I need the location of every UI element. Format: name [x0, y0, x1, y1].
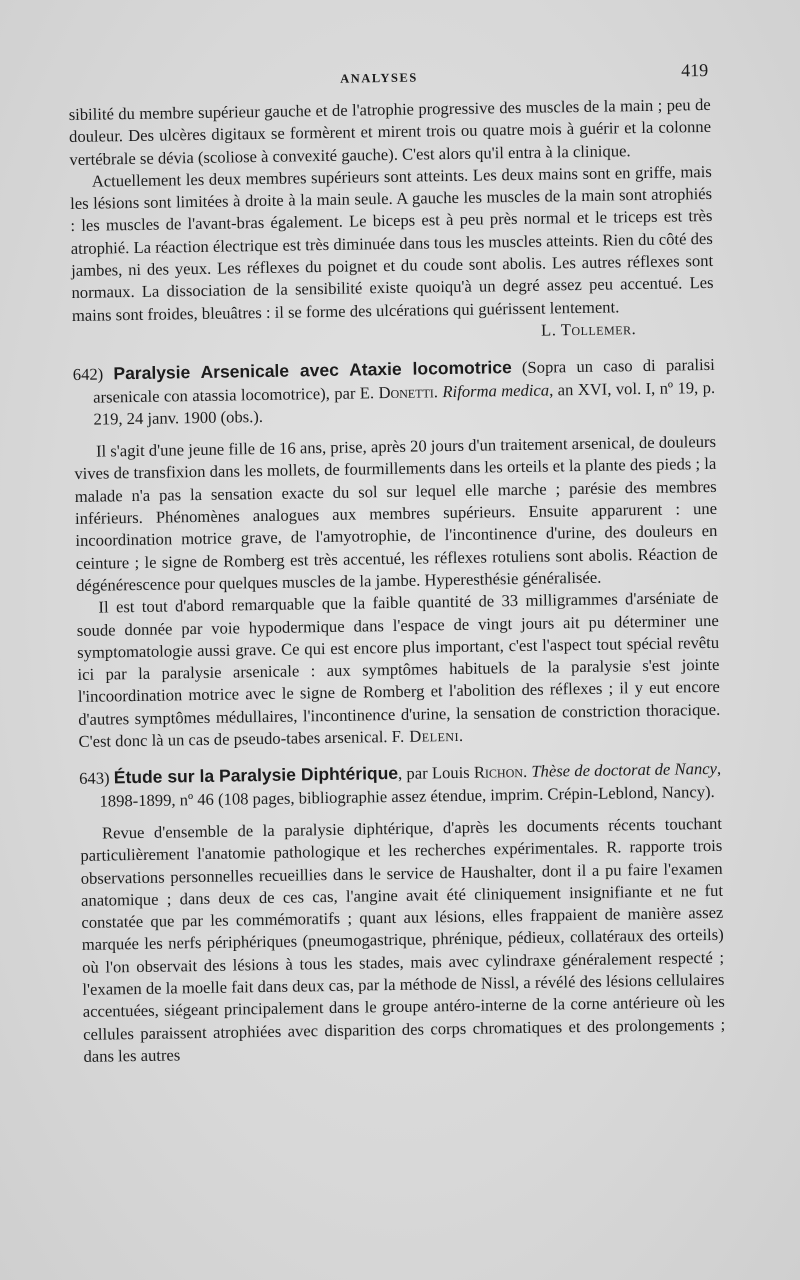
article-642-author: Donetti: [378, 381, 434, 402]
article-643-paragraph-1: Revue d'ensemble de la paralysie diphtérique, d'après les documents récents touchant particulièrement l'anatomie pathologique et les recherches expérimentales. R. rapporte trois observations personnelles recueillies dans le service de Haushalter, dont il a pu faire l'examen anatomique ; dans deux de ces cas, l'angine avait été cliniquement insignifiante et ne fut constatée que par les commémoratifs ; quant aux lésions, elles frappaient de manière assez marquée les nerfs périphériques (pneumogastrique, phrénique, pédieux, collatéraux des orteils) où l'on observait des lésions à tous les stades, mais avec cylindraxe généralement respecté ; l'examen de la moelle fait dans deux cas, par la méthode de Nissl, a révélé des lésions cellulaires accentuées, siégeant principalement dans le groupe antéro-interne de la corne antérieure où les cellules paraissent atrophiées avec disparition des corps chromatiques et des prolongements ; dans les autres: [80, 813, 726, 1066]
article-642-number: 642): [72, 364, 104, 385]
article-643-title: Étude sur la Paralysie Diphtérique: [113, 763, 399, 788]
article-643-number: 643): [79, 768, 110, 789]
article-643-heading: [79, 757, 722, 813]
article-643-thesis: Thèse de doctorat de Nancy: [531, 759, 718, 782]
article-642-title: Paralysie Arsenicale avec Ataxie locomotrice: [113, 357, 512, 384]
article-642-journal: Riforma medica: [442, 380, 550, 401]
previous-article-paragraph-2: [70, 161, 714, 327]
article-643-ref-1: , par Louis: [397, 763, 475, 784]
article-642-paragraph-1: Il s'agit d'une jeune fille de 16 ans, prise, après 20 jours d'un traitement arsenical, de douleurs vives de transfixion dans les mollets, de fourmillements dans les orteils et la plante des pieds ; la malade n'a pas la sensation exacte du sol sur lequel elle marche ; parésie des membres inférieurs. Phénomènes analogues aux membres supérieurs. Ensuite apparurent : une incoordination motrice grave, de l'amyotrophie, de l'incontinence d'urine, des douleurs en ceinture ; le signe de Romberg est très accentué, les réflexes rotuliens sont abolis. Réaction de dégénérescence pour quelques muscles de la jambe. Hyperesthésie généralisée.: [74, 432, 718, 595]
article-642-paragraph-2-text: Il est tout d'abord remarquable que la faible quantité de 33 milligrammes d'arséniate de soude donnée par voie hypodermique dans l'espace de vingt jours ait pu déterminer une symptomatologie aussi grave. Ce qui est encore plus important, c'est l'aspect tout spécial revêtu ici par la paralysie arsenicale : aux symptômes habituels de la paralysie s'est jointe l'incoordination motrice avec le signe de Romberg et l'abolition des réflexes ; il y eut encore d'autres symptômes médullaires, l'incontinence d'urine, la sensation de constriction thoracique. C'est donc là un cas de pseudo-tabes arsenical.: [76, 588, 721, 751]
signature-tollemer: L. Tollemer.: [540, 319, 637, 340]
article-642-heading: [73, 353, 716, 431]
running-title: ANALYSES: [340, 70, 418, 86]
signature-deleni: F. Deleni.: [391, 725, 464, 747]
article-642-ref-1: (Sopra un caso di paralisi arsenicale con atassia locomotrice), par E.: [93, 355, 715, 407]
article-643-ref-3: , 1898-1899, nº 46 (108 pages, bibliographie assez étendue, imprim. Crépin-Leblond, Nancy).: [99, 759, 722, 811]
article-642-ref-2: .: [433, 381, 443, 401]
previous-article-paragraph-2-text: Actuellement les deux membres supérieurs sont atteints. Les deux mains sont en griffe, mais les lésions sont limitées à droite à la main seule. A gauche les muscles de la main sont atrophiés : les muscles de l'avant-bras également. Le biceps est à peu près normal et le triceps est très atrophié. La réaction électrique est très diminuée dans tous les muscles atteints. Rien du côté des jambes, ni des yeux. Les réflexes du poignet et du coude sont abolis. Les autres réflexes sont normaux. La dissociation de la sensibilité existe quoiqu'à un degré assez peu accentué. Les mains sont froides, bleuâtres : il se forme des ulcérations qui guérissent lentement.: [69, 161, 714, 325]
running-head: [68, 58, 710, 98]
article-643-author: Richon: [473, 762, 524, 783]
text-column: [68, 58, 726, 1068]
article-642-ref-3: , an XVI, vol. I, nº 19, p. 219, 24 janv. 1900 (obs.).: [93, 377, 716, 429]
page-number: 419: [680, 59, 709, 81]
article-642-paragraph-2: [76, 587, 720, 753]
previous-article-paragraph-1: sibilité du membre supérieur gauche et de l'atrophie progressive des muscles de la main ; peu de douleur. Des ulcères digitaux se formèrent et mirent trois ou quatre mois à guérir et la colonne vertébrale se dévia (scoliose à convexité gauche). C'est alors qu'il entra à la clinique.: [68, 94, 712, 169]
article-643-ref-2: .: [522, 762, 532, 782]
